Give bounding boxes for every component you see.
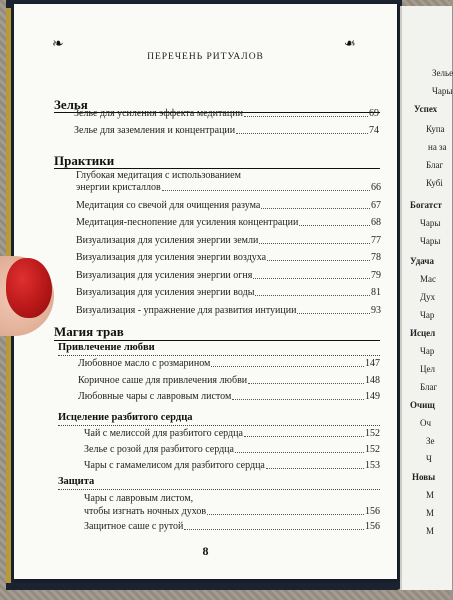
right-page-fragment: Зелье xyxy=(432,68,453,78)
toc-entry[interactable]: энергии кристаллов 66 xyxy=(76,182,381,193)
ornament-right-icon: ❧ xyxy=(344,37,356,52)
toc-entry[interactable]: Любовные чары с лавровым листом 149 xyxy=(78,391,380,402)
toc-entry[interactable]: Визуализация - упражнение для развития интуиции 93 xyxy=(76,305,381,316)
right-page-fragment: Дух xyxy=(420,292,436,302)
toc-entry[interactable]: чтобы изгнать ночных духов 156 xyxy=(84,506,380,517)
page-header: ПЕРЕЧЕНЬ РИТУАЛОВ xyxy=(147,52,264,62)
toc-entry[interactable]: Зелье для заземления и концентрации 74 xyxy=(74,125,379,136)
toc-entry[interactable]: Любовное масло с розмарином 147 xyxy=(78,358,380,369)
toc-entry-line: Чары с лавровым листом, xyxy=(84,493,194,504)
toc-entry[interactable]: Медитация-песнопение для усиления концентрации 68 xyxy=(76,217,381,228)
right-page-fragment: Чары xyxy=(420,236,441,246)
right-page-fragment: Удача xyxy=(410,256,435,266)
right-page-fragment: Чар xyxy=(420,310,435,320)
right-page-fragment: Благ xyxy=(426,160,444,170)
section-rule xyxy=(54,168,380,169)
painted-nail xyxy=(6,258,52,318)
right-page xyxy=(400,6,452,590)
toc-entry[interactable]: Защитное саше с рутой 156 xyxy=(84,521,380,532)
section-title-herb-magic: Магия трав xyxy=(54,324,124,339)
subsection-rule xyxy=(58,355,380,356)
subsection-title-love: Привлечение любви xyxy=(58,342,155,353)
right-page-fragment: Зе xyxy=(426,436,435,446)
right-page-fragment: М xyxy=(426,490,435,500)
section-title-potions: Зелья xyxy=(54,97,88,112)
toc-entry[interactable]: Визуализация для усиления энергии огня 79 xyxy=(76,270,381,281)
toc-entry-line: Глубокая медитация с использованием xyxy=(76,170,241,181)
toc-entry[interactable]: Чай с мелиссой для разбитого сердца 152 xyxy=(84,428,380,439)
right-page-fragment: Чар xyxy=(420,346,435,356)
right-page-fragment: на за xyxy=(428,142,447,152)
right-page-fragment: М xyxy=(426,526,435,536)
right-page-fragment: Ч xyxy=(426,454,432,464)
right-page-fragment: Оч xyxy=(420,418,432,428)
subsection-rule xyxy=(58,425,380,426)
right-page-fragment: Кубі xyxy=(426,178,443,188)
right-page-fragment: Очищ xyxy=(410,400,435,410)
toc-entry[interactable]: Визуализация для усиления энергии воздуха 78 xyxy=(76,252,381,263)
right-page-fragment: Чары xyxy=(420,218,441,228)
toc-entry[interactable]: Зелье с розой для разбитого сердца 152 xyxy=(84,444,380,455)
right-page-fragment: Чары xyxy=(432,86,453,96)
right-page-fragment: Мас xyxy=(420,274,436,284)
right-page-fragment: Благ xyxy=(420,382,438,392)
subsection-title-heartbreak: Исцеление разбитого сердца xyxy=(58,412,193,423)
section-title-practices: Практики xyxy=(54,153,115,168)
book-page xyxy=(14,4,397,579)
right-page-fragment: Исцел xyxy=(410,328,436,338)
right-page-fragment: Купа xyxy=(426,124,445,134)
right-page-fragment: Богатст xyxy=(410,200,442,210)
toc-entry[interactable]: Визуализация для усиления энергии земли 77 xyxy=(76,235,381,246)
toc-entry[interactable]: Визуализация для усиления энергии воды 81 xyxy=(76,287,381,298)
toc-entry[interactable]: Зелье для усиления эффекта медитации 69 xyxy=(74,108,379,119)
toc-entry[interactable]: Коричное саше для привлечения любви 148 xyxy=(78,375,380,386)
ornament-left-icon: ❧ xyxy=(52,37,64,52)
right-page-fragment: Новы xyxy=(412,472,436,482)
subsection-title-protection: Защита xyxy=(58,476,95,487)
page-number: 8 xyxy=(202,544,209,558)
section-rule xyxy=(54,340,380,341)
toc-entry[interactable]: Медитация со свечой для очищения разума 67 xyxy=(76,200,381,211)
right-page-fragment: Успех xyxy=(414,104,438,114)
right-page-fragment: М xyxy=(426,508,435,518)
right-page-fragment: Цел xyxy=(420,364,435,374)
toc-entry[interactable]: Чары с гамамелисом для разбитого сердца 153 xyxy=(84,460,380,471)
subsection-rule xyxy=(58,489,380,490)
